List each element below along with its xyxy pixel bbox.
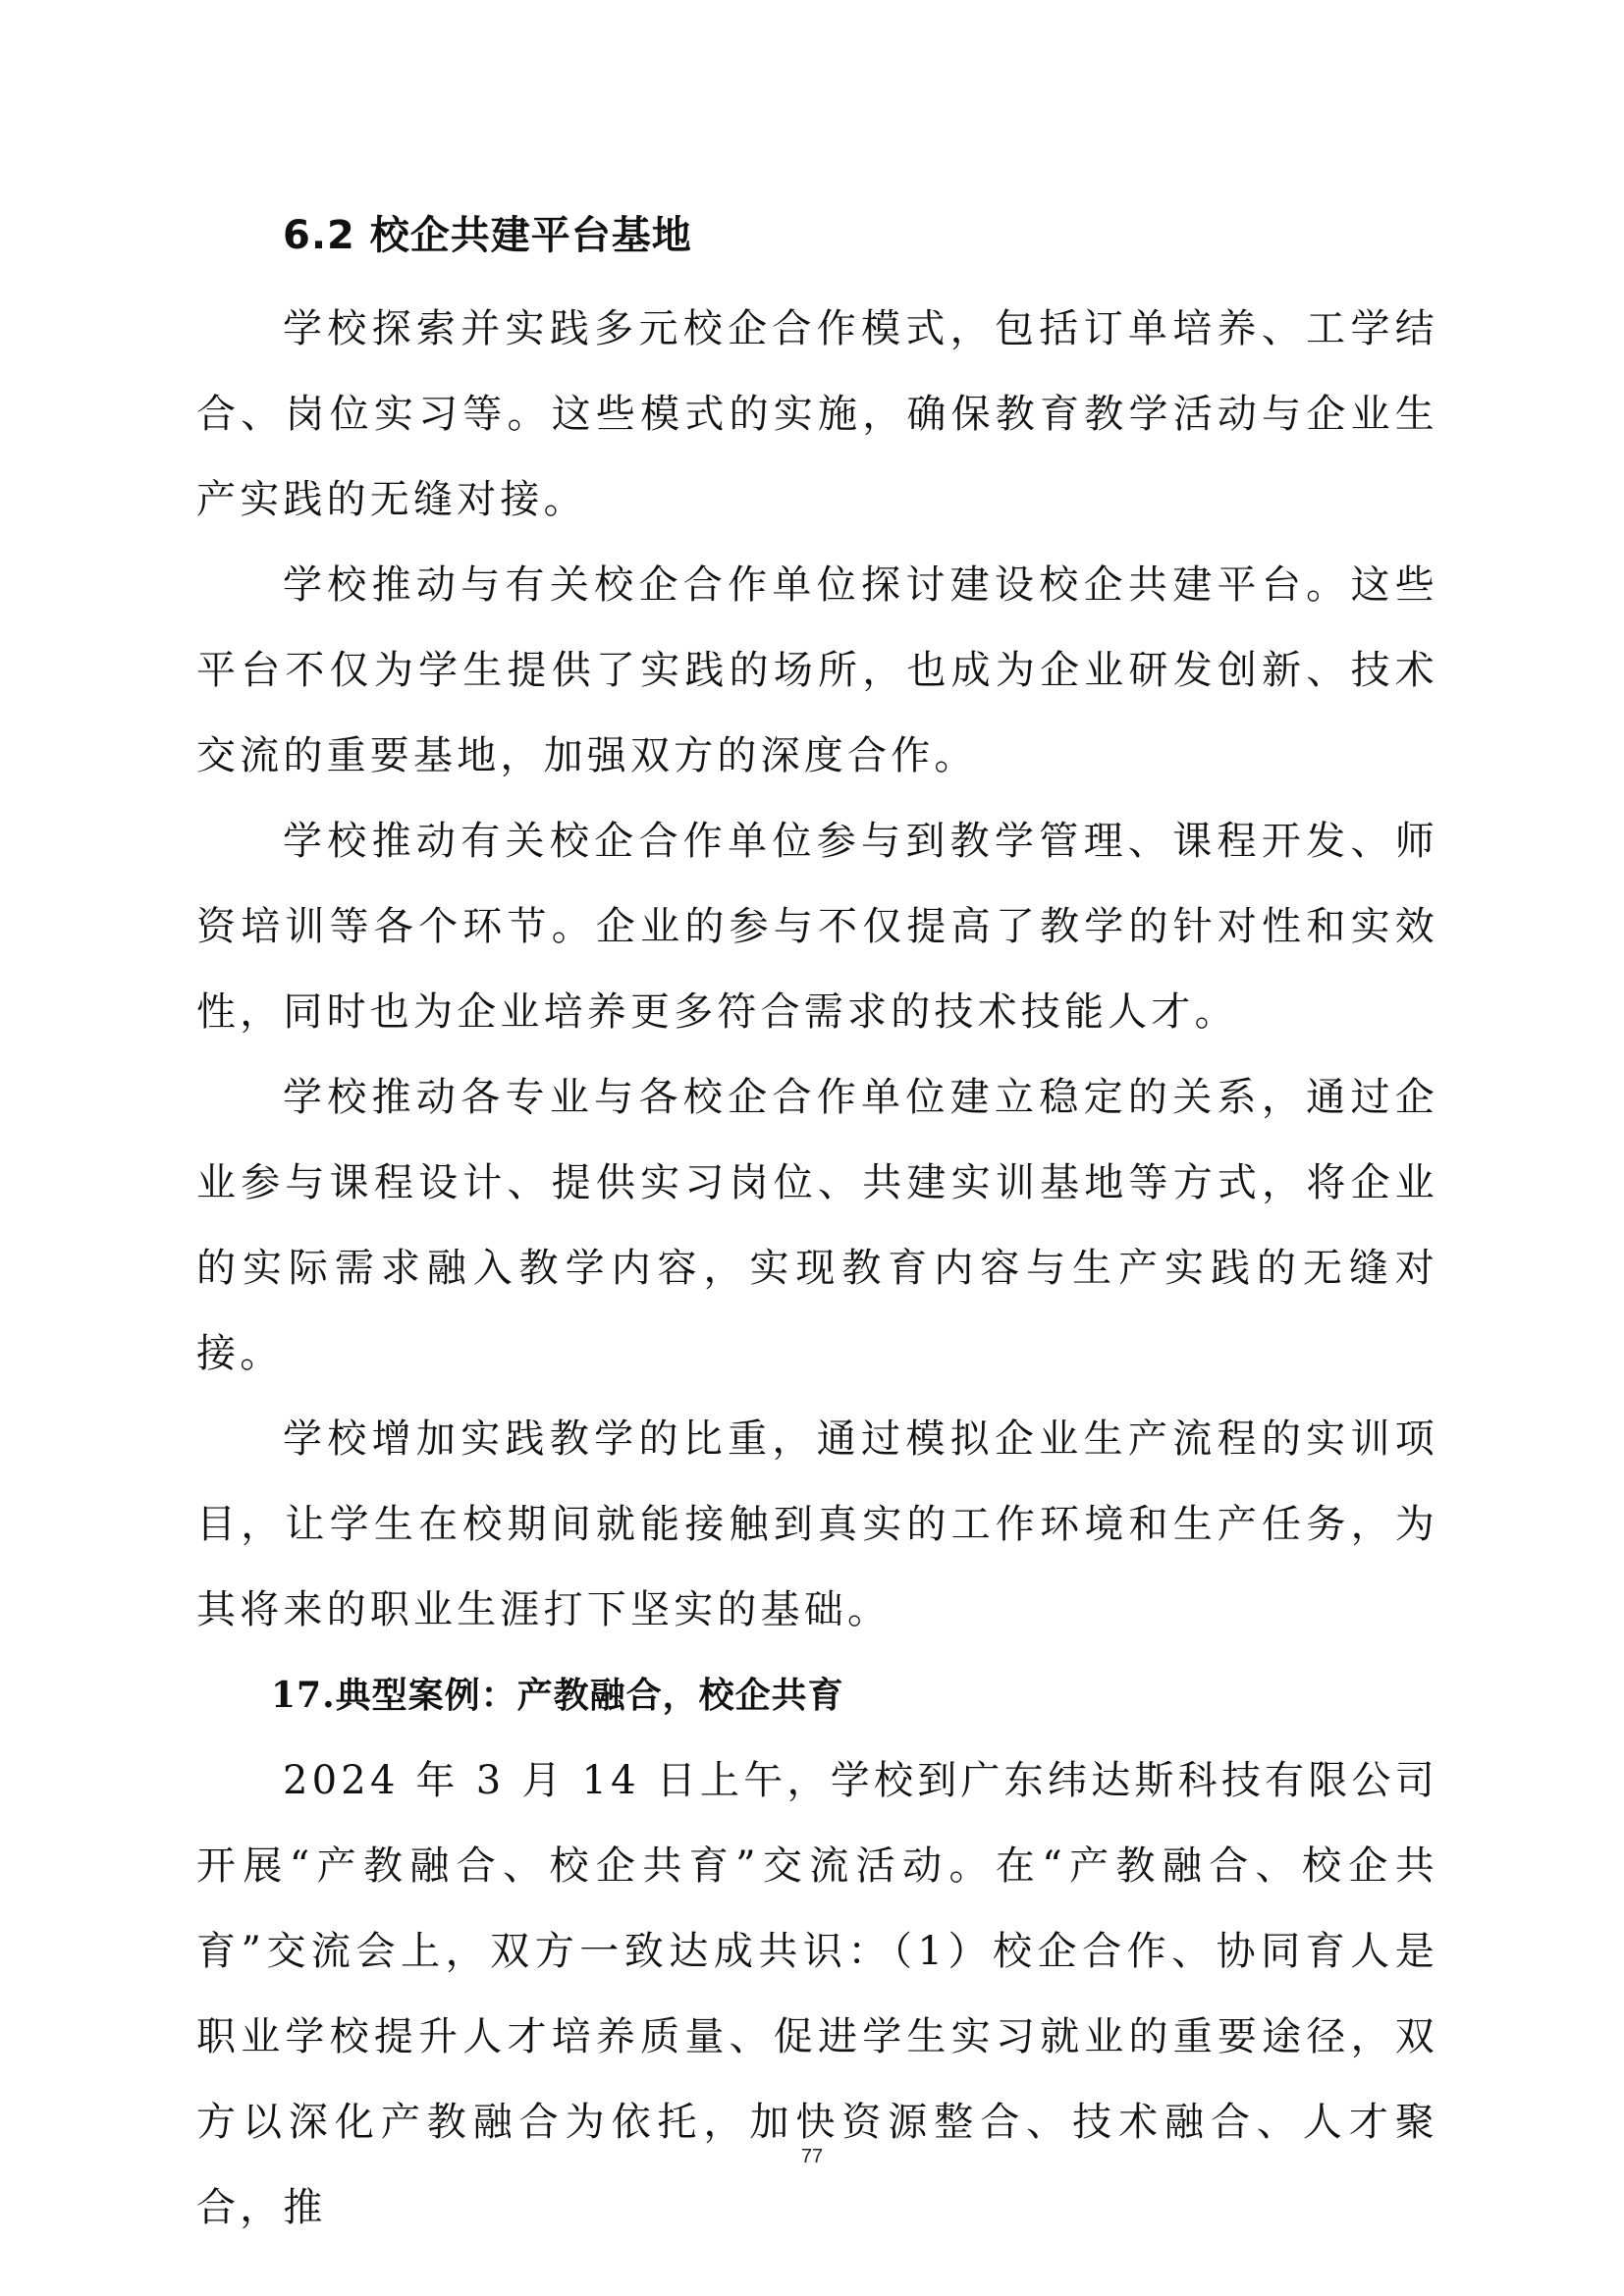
body-paragraph-2: 学校推动与有关校企合作单位探讨建设校企共建平台。这些平台不仅为学生提供了实践的场所，也成为企业研发创新、技术交流的重要基地，加强双方的深度合作。: [196, 562, 1438, 778]
case-paragraph: 2024 年 3 月 14 日上午，学校到广东纬达斯科技有限公司开展“产教融合、校企共育”交流活动。在“产教融合、校企共育”交流会上，双方一致达成共识：（1）校企合作、协同育人是职业学校提升人才培养质量、促进学生实习就业的重要途径，双方以深化产教融合为依托，加快资源整合、技术融合、人才聚合，推: [196, 1758, 1438, 2230]
body-paragraph-5: 学校增加实践教学的比重，通过模拟企业生产流程的实训项目，让学生在校期间就能接触到真实的工作环境和生产任务，为其将来的职业生涯打下坚实的基础。: [196, 1416, 1438, 1632]
body-paragraph-1: 学校探索并实践多元校企合作模式，包括订单培养、工学结合、岗位实习等。这些模式的实施，确保教育教学活动与企业生产实践的无缝对接。: [196, 306, 1438, 522]
page-number: 77: [800, 2146, 824, 2167]
body-paragraph-3: 学校推动有关校企合作单位参与到教学管理、课程开发、师资培训等各个环节。企业的参与不仅提高了教学的针对性和实效性，同时也为企业培养更多符合需求的技术技能人才。: [196, 819, 1438, 1035]
body-paragraph-4: 学校推动各专业与各校企合作单位建立稳定的关系，通过企业参与课程设计、提供实习岗位、共建实训基地等方式，将企业的实际需求融入教学内容，实现教育内容与生产实践的无缝对接。: [196, 1075, 1438, 1376]
case-heading: 17.典型案例：产教融合，校企共育: [271, 1675, 844, 1716]
section-heading: 6.2 校企共建平台基地: [283, 213, 692, 258]
page-content: [196, 206, 1438, 2251]
